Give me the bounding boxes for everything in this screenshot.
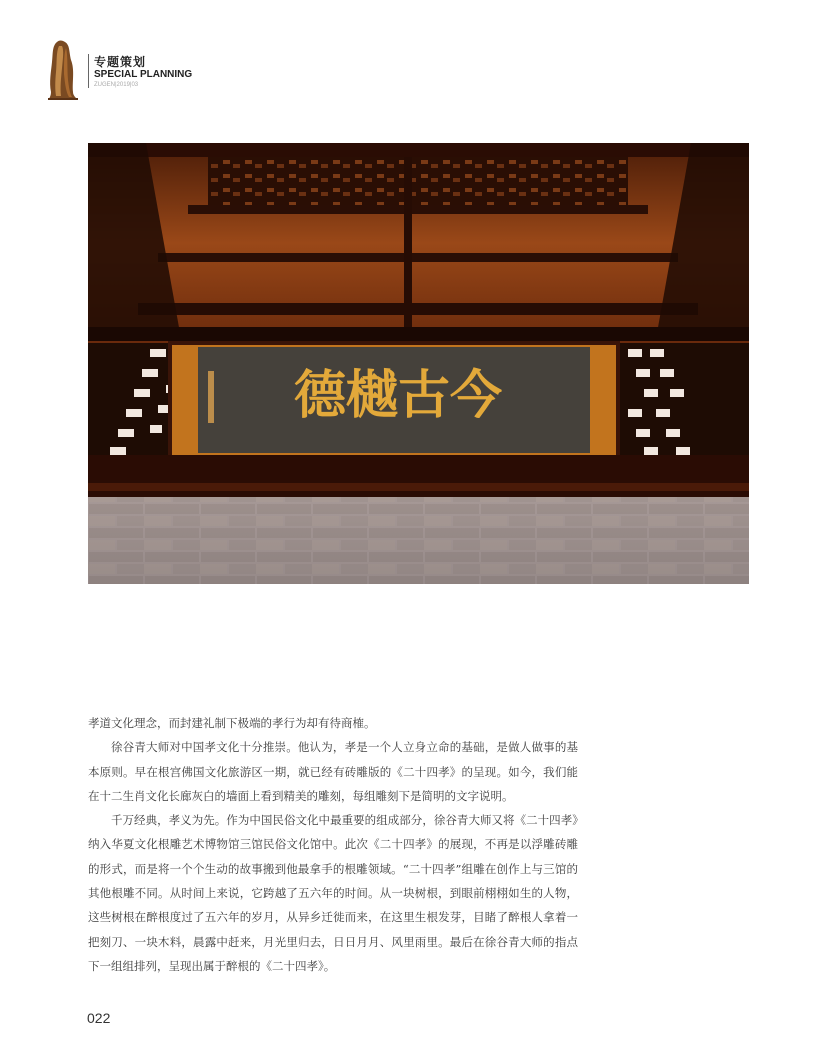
- body-paragraph: 徐谷青大师对中国孝文化十分推崇。他认为，孝是一个人立身立命的基础，是做人做事的基本原则。早在根宫佛国文化旅游区一期，就已经有砖雕版的《二十四孝》的呈现。如今，我们能在十二生肖文化长廊灰白的墙面上看到精美的雕刻，每组雕刻下是简明的文字说明。: [88, 740, 578, 803]
- body-paragraph: 千万经典，孝义为先。作为中国民俗文化中最重要的组成部分，徐谷青大师又将《二十四孝》纳入华夏文化根雕艺术博物馆三馆民俗文化馆中。此次《二十四孝》的展现，不再是以浮雕砖雕的形式，而是将一个个生动的故事搬到他最拿手的根雕领域。“二十四孝”组雕在创作上与三馆的其他根雕不同。从时间上来说，它跨越了五六年的时间。从一块树根，到眼前栩栩如生的人物，这些树根在醉根度过了五六年的岁月，从异乡迁徙而来，在这里生根发芽，目睹了醉根人拿着一把刻刀、一块木料，晨露中赶来，月光里归去，日日月月、风里雨里。最后在徐谷青大师的指点下一组组排列，呈现出属于醉根的《二十四孝》。: [88, 813, 578, 973]
- page-number: 022: [87, 1010, 111, 1026]
- article-body: [88, 711, 578, 978]
- plaque-inscription: 德樾古今: [293, 365, 503, 426]
- section-header: [48, 40, 248, 102]
- issue-label: ZUGEN|2019|03: [94, 82, 139, 88]
- section-title-en: SPECIAL PLANNING: [94, 69, 193, 80]
- plaque-photo: [88, 143, 749, 584]
- section-title-zh: 专题策划: [94, 55, 147, 69]
- header-divider: [88, 54, 89, 88]
- body-paragraph: 孝道文化理念，而封建礼制下极端的孝行为却有待商榷。: [88, 716, 376, 730]
- root-sculpture-logo-icon: [48, 40, 78, 100]
- plaque-photo-illustration: [88, 143, 749, 584]
